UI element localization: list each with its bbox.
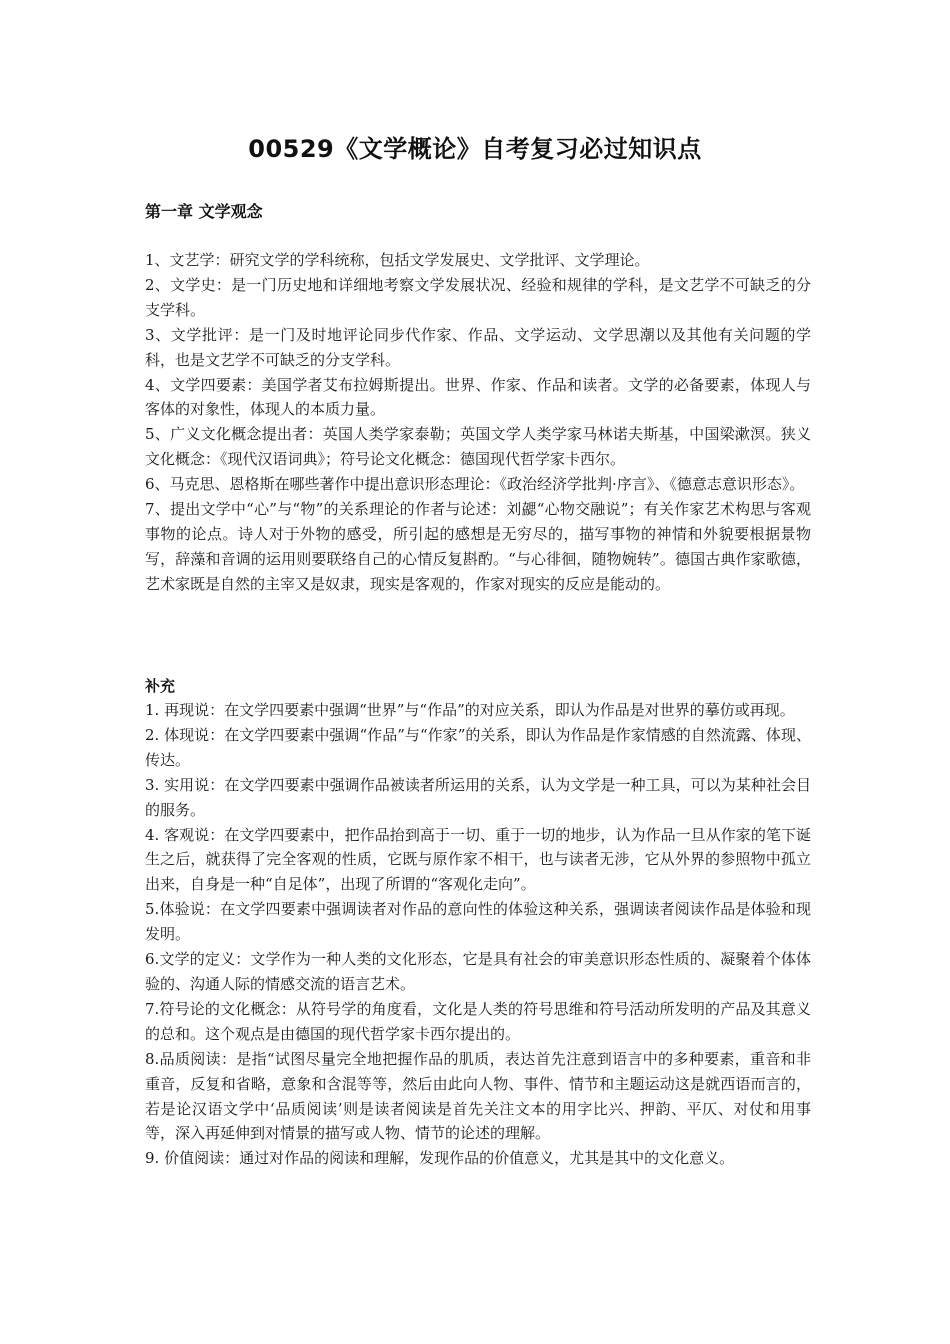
list-item: 6、马克思、恩格斯在哪些著作中提出意识形态理论：《政治经济学批判·序言》、《德意志意识形态》。	[145, 475, 805, 494]
list-item: 1、文艺学：研究文学的学科统称，包括文学发展史、文学批评、文学理论。	[145, 251, 650, 269]
list-item: 8.品质阅读：是指“试图尽量完全地把握作品的肌质，表达首先注意到语言中的多种要素，重音和非重音，反复和省略，意象和含混等等，然后由此向人物、事件、情节和主题运动这是就西语而言的，若是论汉语文学中‘品质阅读’则是读者阅读是首先关注文本的用字比兴、押韵、平仄、对仗和用事等，深入再延伸到对情景的描写或人物、情节的论述的理解。	[145, 1049, 811, 1143]
document-title: 00529《文学概论》自考复习必过知识点	[248, 135, 702, 163]
list-item: 5、广义文化概念提出者：英国人类学家泰勒；英国文学人类学家马林诺夫斯基，中国梁漱溟。狭义文化概念：《现代汉语词典》；符号论文化概念：德国现代哲学家卡西尔。	[145, 425, 811, 469]
list-item: 3. 实用说：在文学四要素中强调作品被读者所运用的关系，认为文学是一种工具，可以为某种社会目的服务。	[145, 775, 811, 819]
list-item: 6.文学的定义：文学作为一种人类的文化形态，它是具有社会的审美意识形态性质的、凝聚着个体体验的、沟通人际的情感交流的语言艺术。	[145, 950, 811, 993]
list-item: 4、文学四要素：美国学者艾布拉姆斯提出。世界、作家、作品和读者。文学的必备要素，体现人与客体的对象性，体现人的本质力量。	[145, 375, 811, 419]
supplement-heading: 补充	[145, 677, 176, 695]
list-item: 4. 客观说：在文学四要素中，把作品抬到高于一切、重于一切的地步，认为作品一旦从作家的笔下诞生之后，就获得了完全客观的性质，它既与原作家不相干，也与读者无涉，它从外界的参照物中孤立出来，自身是一种“自足体”，出现了所谓的“客观化走向”。	[145, 825, 811, 894]
list-item: 7.符号论的文化概念：从符号学的角度看，文化是人类的符号思维和符号活动所发明的产品及其意义的总和。这个观点是由德国的现代哲学家卡西尔提出的。	[145, 999, 811, 1043]
list-item: 3、文学批评：是一门及时地评论同步代作家、作品、文学运动、文学思潮以及其他有关问题的学科，也是文艺学不可缺乏的分支学科。	[145, 325, 811, 369]
chapter-heading: 第一章 文学观念	[145, 202, 263, 221]
list-item: 2. 体现说：在文学四要素中强调“作品”与“作家”的关系，即认为作品是作家情感的自然流露、体现、传达。	[145, 725, 811, 769]
list-item: 9. 价值阅读：通过对作品的阅读和理解，发现作品的价值意义，尤其是其中的文化意义。	[145, 1149, 735, 1168]
list-item: 1. 再现说：在文学四要素中强调“世界”与“作品”的对应关系，即认为作品是对世界的摹仿或再现。	[145, 701, 795, 719]
supplement-body	[145, 698, 811, 1171]
chapter-one-body	[145, 248, 811, 597]
list-item: 7、提出文学中“心”与“物”的关系理论的作者与论述：刘勰“心物交融说”；有关作家艺术构思与客观事物的论点。诗人对于外物的感受，所引起的感想是无穷尽的，描写事物的神情和外貌要根据景物写，辞藻和音调的运用则要联络自己的心情反复斟酌。“与心徘徊，随物婉转”。德国古典作家歌德，艺术家既是自然的主宰又是奴隶，现实是客观的，作家对现实的反应是能动的。	[145, 500, 811, 593]
list-item: 5.体验说：在文学四要素中强调读者对作品的意向性的体验这种关系，强调读者阅读作品是体验和现发明。	[145, 900, 811, 944]
list-item: 2、文学史：是一门历史地和详细地考察文学发展状况、经验和规律的学科，是文艺学不可缺乏的分支学科。	[145, 275, 811, 319]
